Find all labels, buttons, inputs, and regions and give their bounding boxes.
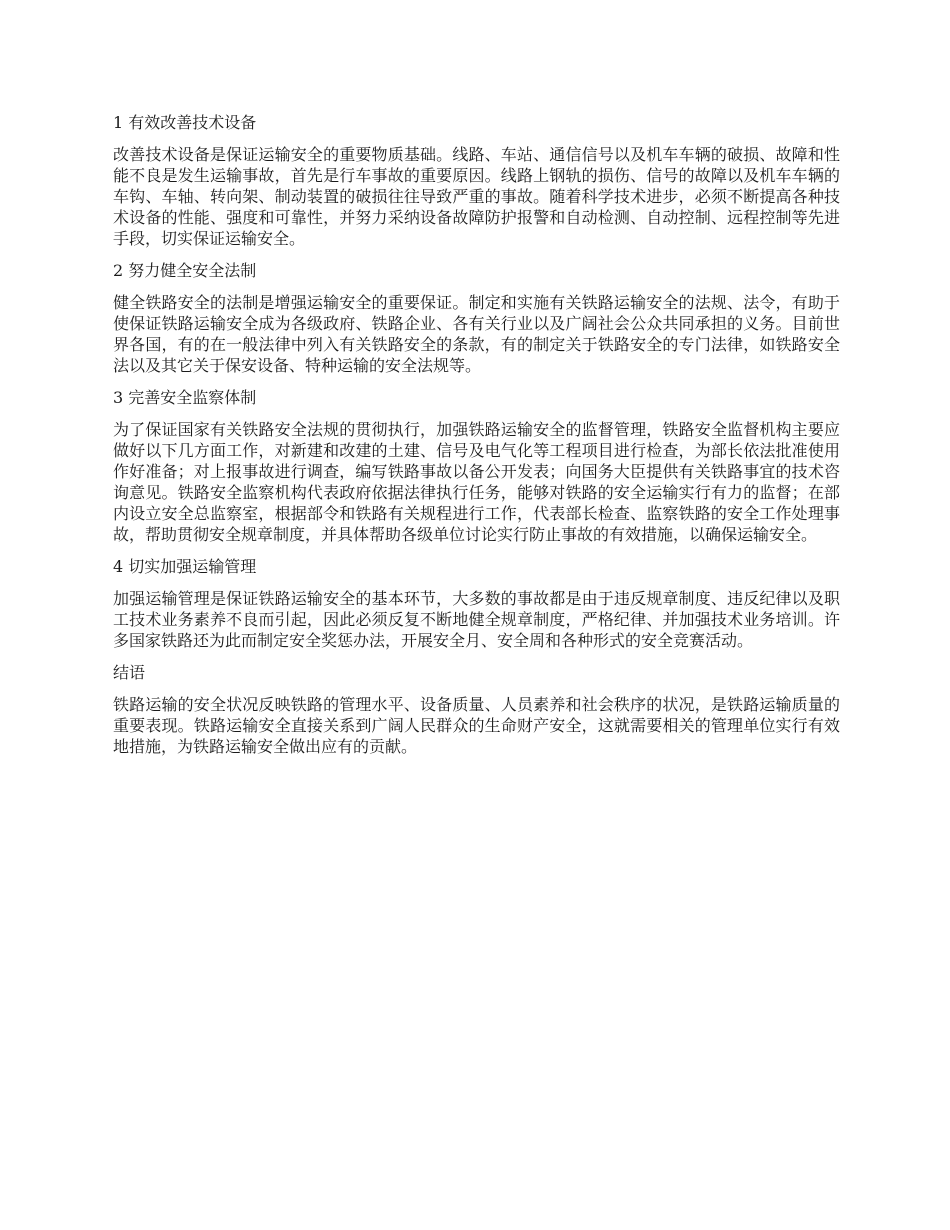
section-paragraph: 改善技术设备是保证运输安全的重要物质基础。线路、车站、通信信号以及机车车辆的破损、故障和性能不良是发生运输事故，首先是行车事故的重要原因。线路上钢轨的损伤、信号的故障以及机车车辆的车钩、车轴、转向架、制动装置的破损往往导致严重的事故。随着科学技术进步，必须不断提高各种技术设备的性能、强度和可靠性，并努力采纳设备故障防护报警和自动检测、自动控制、远程控制等先进手段，切实保证运输安全。 (113, 145, 840, 248)
section-conclusion (113, 662, 840, 757)
section-3 (113, 387, 840, 545)
section-1 (113, 112, 840, 249)
section-paragraph: 健全铁路安全的法制是增强运输安全的重要保证。制定和实施有关铁路运输安全的法规、法令，有助于使保证铁路运输安全成为各级政府、铁路企业、各有关行业以及广阔社会公众共同承担的义务。目前世界各国，有的在一般法律中列入有关铁路安全的条款，有的制定关于铁路安全的专门法律，如铁路安全法以及其它关于保安设备、特种运输的安全法规等。 (113, 293, 840, 375)
section-paragraph: 为了保证国家有关铁路安全法规的贯彻执行，加强铁路运输安全的监督管理，铁路安全监督机构主要应做好以下几方面工作，对新建和改建的土建、信号及电气化等工程项目进行检查，为部长依法批准使用作好准备；对上报事故进行调查，编写铁路事故以备公开发表；向国务大臣提供有关铁路事宜的技术咨询意见。铁路安全监察机构代表政府依据法律执行任务，能够对铁路的安全运输实行有力的监督；在部内设立安全总监察室，根据部令和铁路有关规程进行工作，代表部长检查、监察铁路的安全工作处理事故，帮助贯彻安全规章制度，并具体帮助各级单位讨论实行防止事故的有效措施，以确保运输安全。 (113, 420, 840, 544)
document-page (113, 112, 840, 768)
section-paragraph: 加强运输管理是保证铁路运输安全的基本环节，大多数的事故都是由于违反规章制度、违反纪律以及职工技术业务素养不良而引起，因此必须反复不断地健全规章制度，严格纪律、并加强技术业务培训。许多国家铁路还为此而制定安全奖惩办法，开展安全月、安全周和各种形式的安全竞赛活动。 (113, 589, 840, 650)
section-heading: 3 完善安全监察体制 (113, 388, 257, 407)
section-4 (113, 556, 840, 651)
section-paragraph: 铁路运输的安全状况反映铁路的管理水平、设备质量、人员素养和社会秩序的状况，是铁路运输质量的重要表现。铁路运输安全直接关系到广阔人民群众的生命财产安全，这就需要相关的管理单位实行有效地措施，为铁路运输安全做出应有的贡献。 (113, 695, 840, 756)
section-heading: 结语 (113, 663, 146, 682)
section-2 (113, 260, 840, 376)
section-heading: 2 努力健全安全法制 (113, 261, 257, 280)
section-heading: 4 切实加强运输管理 (113, 557, 257, 576)
section-heading: 1 有效改善技术设备 (113, 113, 257, 132)
